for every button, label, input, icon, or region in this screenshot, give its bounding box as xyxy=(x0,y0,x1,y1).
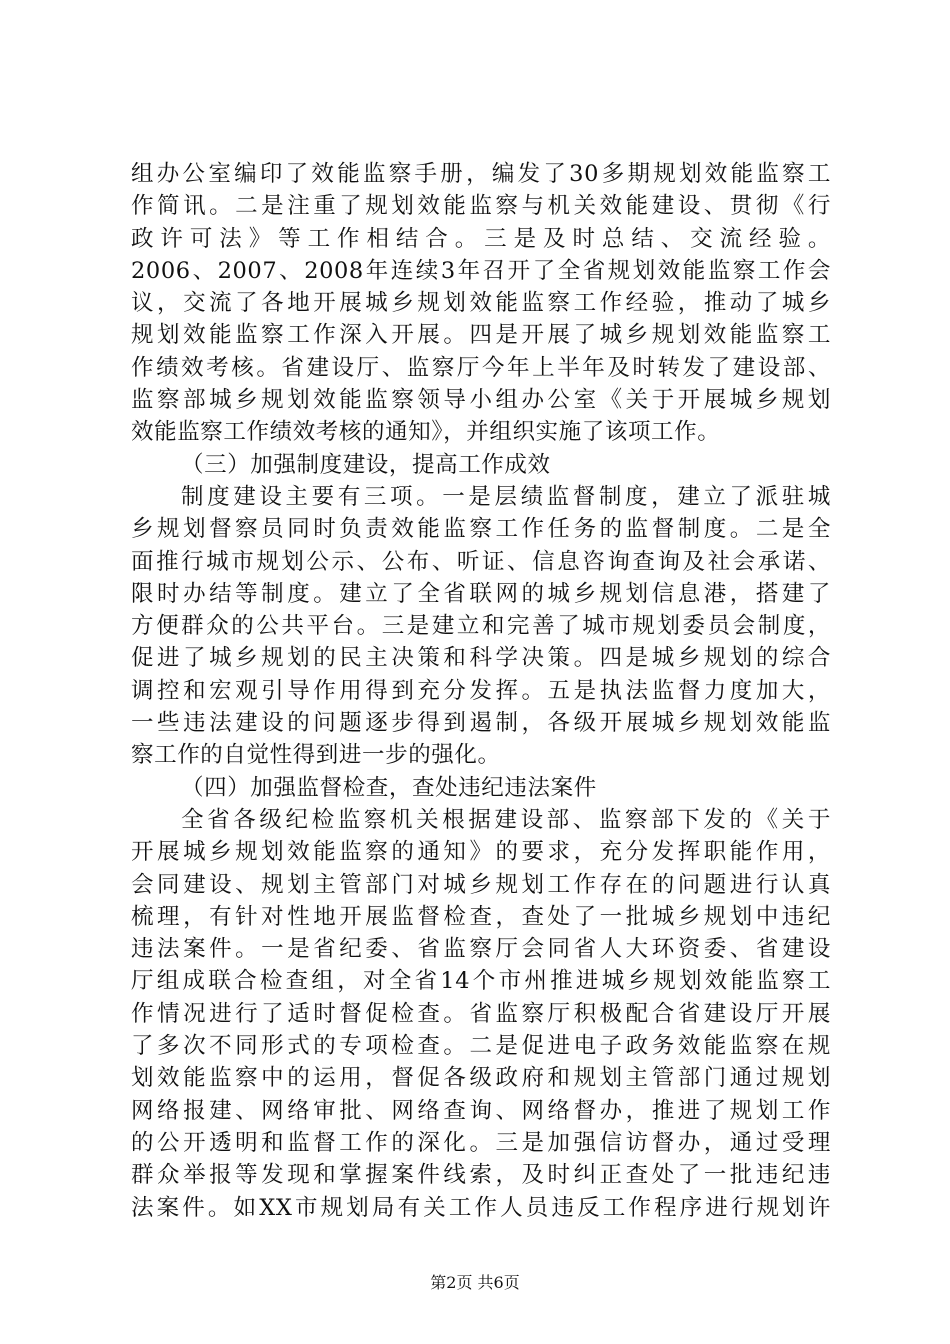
text-line: 限时办结等制度。建立了全省联网的城乡规划信息港，搭建了 xyxy=(131,580,831,607)
text-line: 了多次不同形式的专项检查。二是促进电子政务效能监察在规 xyxy=(131,1033,831,1060)
text-line: 作简讯。二是注重了规划效能监察与机关效能建设、贯彻《行 xyxy=(131,193,831,220)
section-heading: （四）加强监督检查，查处违纪违法案件 xyxy=(181,774,597,801)
text-line: 效能监察工作绩效考核的通知》，并组织实施了该项工作。 xyxy=(131,419,721,446)
document-body xyxy=(131,158,831,1224)
text-line: 全省各级纪检监察机关根据建设部、监察部下发的《关于 xyxy=(181,806,831,833)
text-line: 作情况进行了适时督促检查。省监察厅积极配合省建设厅开展 xyxy=(131,1000,831,1027)
text-line: 的公开透明和监督工作的深化。三是加强信访督办，通过受理 xyxy=(131,1129,831,1156)
text-line: 议，交流了各地开展城乡规划效能监察工作经验，推动了城乡 xyxy=(131,290,831,317)
text-line: 促进了城乡规划的民主决策和科学决策。四是城乡规划的综合 xyxy=(131,645,831,672)
text-line: 一些违法建设的问题逐步得到遏制，各级开展城乡规划效能监 xyxy=(131,710,831,737)
text-line: 违法案件。一是省纪委、省监察厅会同省人大环资委、省建设 xyxy=(131,936,831,963)
text-line: 厅组成联合检查组，对全省14个市州推进城乡规划效能监察工 xyxy=(131,968,831,995)
text-line: 察工作的自觉性得到进一步的强化。 xyxy=(131,742,501,769)
text-line: 开展城乡规划效能监察的通知》的要求，充分发挥职能作用， xyxy=(131,839,831,866)
text-line: 梳理，有针对性地开展监督检查，查处了一批城乡规划中违纪 xyxy=(131,903,831,930)
text-line: 政许可法》等工作相结合。三是及时总结、交流经验。 xyxy=(131,225,831,252)
text-line: 方便群众的公共平台。三是建立和完善了城市规划委员会制度， xyxy=(131,613,831,640)
text-line: 制度建设主要有三项。一是层绩监督制度，建立了派驻城 xyxy=(181,483,831,510)
text-line: 网络报建、网络审批、网络查询、网络督办，推进了规划工作 xyxy=(131,1097,831,1124)
text-line: 监察部城乡规划效能监察领导小组办公室《关于开展城乡规划 xyxy=(131,387,831,414)
text-line: 群众举报等发现和掌握案件线索，及时纠正查处了一批违纪违 xyxy=(131,1162,831,1189)
text-line: 规划效能监察工作深入开展。四是开展了城乡规划效能监察工 xyxy=(131,322,831,349)
text-line: 会同建设、规划主管部门对城乡规划工作存在的问题进行认真 xyxy=(131,871,831,898)
text-line: 调控和宏观引导作用得到充分发挥。五是执法监督力度加大， xyxy=(131,677,831,704)
page-footer: 第2页 共6页 xyxy=(430,1273,520,1292)
text-line: 2006、2007、2008年连续3年召开了全省规划效能监察工作会 xyxy=(131,257,831,284)
text-line: 法案件。如XX市规划局有关工作人员违反工作程序进行规划许 xyxy=(131,1194,831,1221)
text-line: 组办公室编印了效能监察手册，编发了30多期规划效能监察工 xyxy=(131,161,831,187)
text-line: 作绩效考核。省建设厅、监察厅今年上半年及时转发了建设部、 xyxy=(131,354,831,381)
text-line: 乡规划督察员同时负责效能监察工作任务的监督制度。二是全 xyxy=(131,516,831,543)
section-heading: （三）加强制度建设，提高工作成效 xyxy=(181,451,551,478)
text-line: 面推行城市规划公示、公布、听证、信息咨询查询及社会承诺、 xyxy=(131,548,831,575)
text-line: 划效能监察中的运用，督促各级政府和规划主管部门通过规划 xyxy=(131,1065,831,1092)
